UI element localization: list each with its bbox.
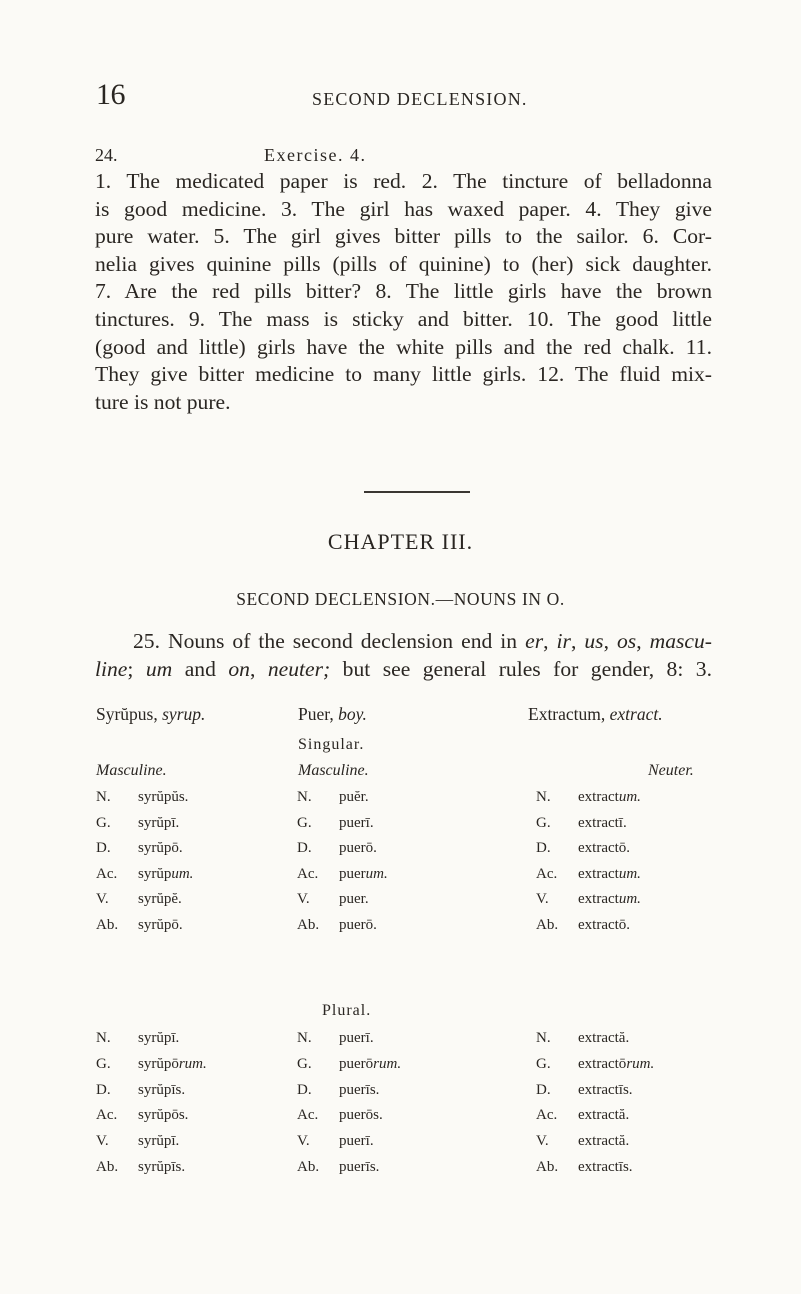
exercise-line: nelia gives quinine pills (pills of quinine) to (her) sick daughter. <box>95 251 712 276</box>
case-label: Ab. <box>536 1159 559 1175</box>
exercise-line: (good and little) girls have the white pills and the red chalk. 11. <box>95 334 712 359</box>
word-form: extractō. <box>578 840 631 857</box>
declension-row <box>536 1056 654 1073</box>
word-form: puerīs. <box>339 1081 380 1098</box>
paradigm-word-syrupus: Syrŭpus, syrup. <box>96 704 206 724</box>
case-label: V. <box>536 1133 549 1150</box>
case-label: Ac. <box>297 865 319 882</box>
declension-row <box>536 815 627 832</box>
case-label: D. <box>297 840 312 857</box>
declension-row <box>536 1133 629 1150</box>
declension-row <box>96 866 193 883</box>
italic-ending: um. <box>618 891 641 908</box>
gender-heading: Masculine. <box>298 762 369 779</box>
word-form: syrŭpī. <box>138 1030 180 1046</box>
case-label: Ac. <box>536 1107 558 1124</box>
declension-row <box>297 891 369 908</box>
case-label: V. <box>96 891 109 908</box>
exercise-line: 1. The medicated paper is red. 2. The tincture of belladonna <box>95 169 712 193</box>
declension-row <box>297 840 377 857</box>
declension-row <box>297 1107 383 1124</box>
case-label: Ac. <box>96 865 118 882</box>
declension-row <box>297 1056 401 1073</box>
word-form: extractō <box>578 1055 627 1072</box>
declension-row <box>297 866 388 883</box>
italic-ending: rum. <box>626 1055 655 1072</box>
declension-row <box>96 1159 185 1176</box>
running-head: SECOND DECLENSION. <box>312 89 528 109</box>
exercise-line: They give bitter medicine to many little girls. 12. The fluid mix- <box>95 362 712 387</box>
declension-row <box>536 917 630 934</box>
case-label: Ab. <box>297 917 320 933</box>
case-label: D. <box>536 840 551 857</box>
word-form: syrŭpō. <box>138 917 183 933</box>
case-label: N. <box>96 1030 111 1046</box>
declension-row <box>536 1082 633 1099</box>
exercise-number: 24. <box>95 145 118 165</box>
gender-heading: Neuter. <box>648 762 694 779</box>
case-label: G. <box>297 814 312 831</box>
italic-ending: um. <box>618 789 641 805</box>
section-25-line-1: 25. Nouns of the second declension end in er, ir, us, os, mascu- <box>133 629 712 653</box>
declension-row <box>536 1107 629 1124</box>
declension-row <box>297 789 369 806</box>
word-form: syrŭpīs. <box>138 1081 186 1098</box>
word-form: extractīs. <box>578 1159 633 1175</box>
section-25-paragraph <box>95 628 712 683</box>
exercise-line: pure water. 5. The girl gives bitter pills to the sailor. 6. Cor- <box>95 224 712 249</box>
declension-row <box>96 1107 188 1124</box>
word-form: puerōs. <box>339 1107 383 1124</box>
declension-row <box>536 891 641 908</box>
word-form: extractă. <box>578 1133 630 1150</box>
word-form: puerō <box>339 1055 374 1072</box>
page-number: 16 <box>96 78 125 111</box>
case-label: V. <box>96 1133 109 1150</box>
declension-row <box>536 1030 629 1047</box>
case-label: N. <box>96 789 111 805</box>
word-form: syrŭpī. <box>138 814 180 831</box>
case-label: N. <box>536 789 551 805</box>
declension-row <box>96 917 183 934</box>
declension-row <box>96 891 182 908</box>
word-form: extract <box>578 789 619 805</box>
case-label: N. <box>536 1030 551 1046</box>
section-25-line-2: line; um and on, neuter; but see general rules for gender, 8: 3. <box>95 656 713 681</box>
exercise-line: tinctures. 9. The mass is sticky and bitter. 10. The good little <box>95 306 712 331</box>
exercise-line: is good medicine. 3. The girl has waxed paper. 4. They give <box>95 196 712 221</box>
declension-row <box>297 1159 379 1176</box>
case-label: N. <box>297 789 312 805</box>
case-label: D. <box>536 1081 551 1098</box>
section-rule <box>364 491 470 493</box>
declension-row <box>297 1030 374 1047</box>
word-form: puerō. <box>339 840 377 857</box>
case-label: Ab. <box>96 1159 119 1175</box>
word-form: syrŭpīs. <box>138 1159 186 1175</box>
case-label: N. <box>297 1030 312 1046</box>
case-label: G. <box>536 1055 551 1072</box>
word-form: extract <box>578 891 619 908</box>
case-label: G. <box>536 814 551 831</box>
gender-heading: Masculine. <box>96 762 167 779</box>
word-form: puerī. <box>339 1133 374 1150</box>
paradigm-word-puer: Puer, boy. <box>298 704 367 724</box>
declension-row <box>96 1056 207 1073</box>
word-form: extractō. <box>578 917 631 933</box>
exercise-paragraph <box>95 168 712 416</box>
italic-ending: um. <box>171 865 194 882</box>
declension-row <box>96 789 188 806</box>
exercise-line: ture is not pure. <box>95 389 231 414</box>
italic-ending: rum. <box>373 1055 402 1072</box>
word-form: extractă. <box>578 1107 630 1124</box>
case-label: V. <box>297 891 310 908</box>
chapter-title: CHAPTER III. <box>327 529 474 554</box>
case-label: Ab. <box>297 1159 320 1175</box>
declension-row <box>96 1133 179 1150</box>
italic-ending: rum. <box>178 1055 207 1072</box>
case-label: D. <box>297 1081 312 1098</box>
word-form: syrŭpĕ. <box>138 891 182 908</box>
word-form: syrŭpŭs. <box>138 789 189 805</box>
paradigm-word-extractum: Extractum, extract. <box>528 704 663 724</box>
word-form: syrŭp <box>138 865 172 882</box>
declension-row <box>297 1133 374 1150</box>
declension-row <box>297 1082 379 1099</box>
word-form: extract <box>578 865 619 882</box>
word-form: puer. <box>339 891 369 908</box>
italic-ending: um. <box>365 865 388 882</box>
case-label: Ab. <box>536 917 559 933</box>
word-form: puer <box>339 865 366 882</box>
case-label: Ac. <box>297 1107 319 1124</box>
case-label: D. <box>96 1081 111 1098</box>
declension-row <box>536 1159 633 1176</box>
case-label: Ac. <box>96 1107 118 1124</box>
declension-row <box>96 1030 179 1047</box>
declension-row <box>536 789 641 806</box>
declension-row <box>297 815 374 832</box>
case-label: Ab. <box>96 917 119 933</box>
declension-row <box>96 1082 185 1099</box>
declension-row <box>96 815 179 832</box>
declension-row <box>96 840 183 857</box>
word-form: puerō. <box>339 917 377 933</box>
case-label: G. <box>96 1055 111 1072</box>
case-label: Ac. <box>536 865 558 882</box>
case-label: G. <box>96 814 111 831</box>
case-label: G. <box>297 1055 312 1072</box>
exercise-title: Exercise. 4. <box>264 145 367 165</box>
singular-heading: Singular. <box>298 736 365 753</box>
case-label: V. <box>536 891 549 908</box>
word-form: syrŭpī. <box>138 1133 180 1150</box>
word-form: puerī. <box>339 814 374 831</box>
declension-row <box>536 866 641 883</box>
word-form: puerīs. <box>339 1159 380 1175</box>
word-form: puerī. <box>339 1030 374 1046</box>
declension-row <box>536 840 630 857</box>
declension-row <box>297 917 377 934</box>
word-form: extractī. <box>578 814 627 831</box>
plural-heading: Plural. <box>322 1002 372 1019</box>
italic-ending: um. <box>618 865 641 882</box>
word-form: extractīs. <box>578 1081 633 1098</box>
word-form: syrŭpō <box>138 1055 179 1072</box>
case-label: D. <box>96 840 111 857</box>
case-label: V. <box>297 1133 310 1150</box>
exercise-line: 7. Are the red pills bitter? 8. The little girls have the brown <box>95 279 712 304</box>
word-form: syrŭpō. <box>138 840 183 857</box>
word-form: puĕr. <box>339 789 369 805</box>
chapter-subtitle: SECOND DECLENSION.—NOUNS IN O. <box>236 589 565 609</box>
word-form: syrŭpōs. <box>138 1107 189 1124</box>
word-form: extractă. <box>578 1030 630 1046</box>
